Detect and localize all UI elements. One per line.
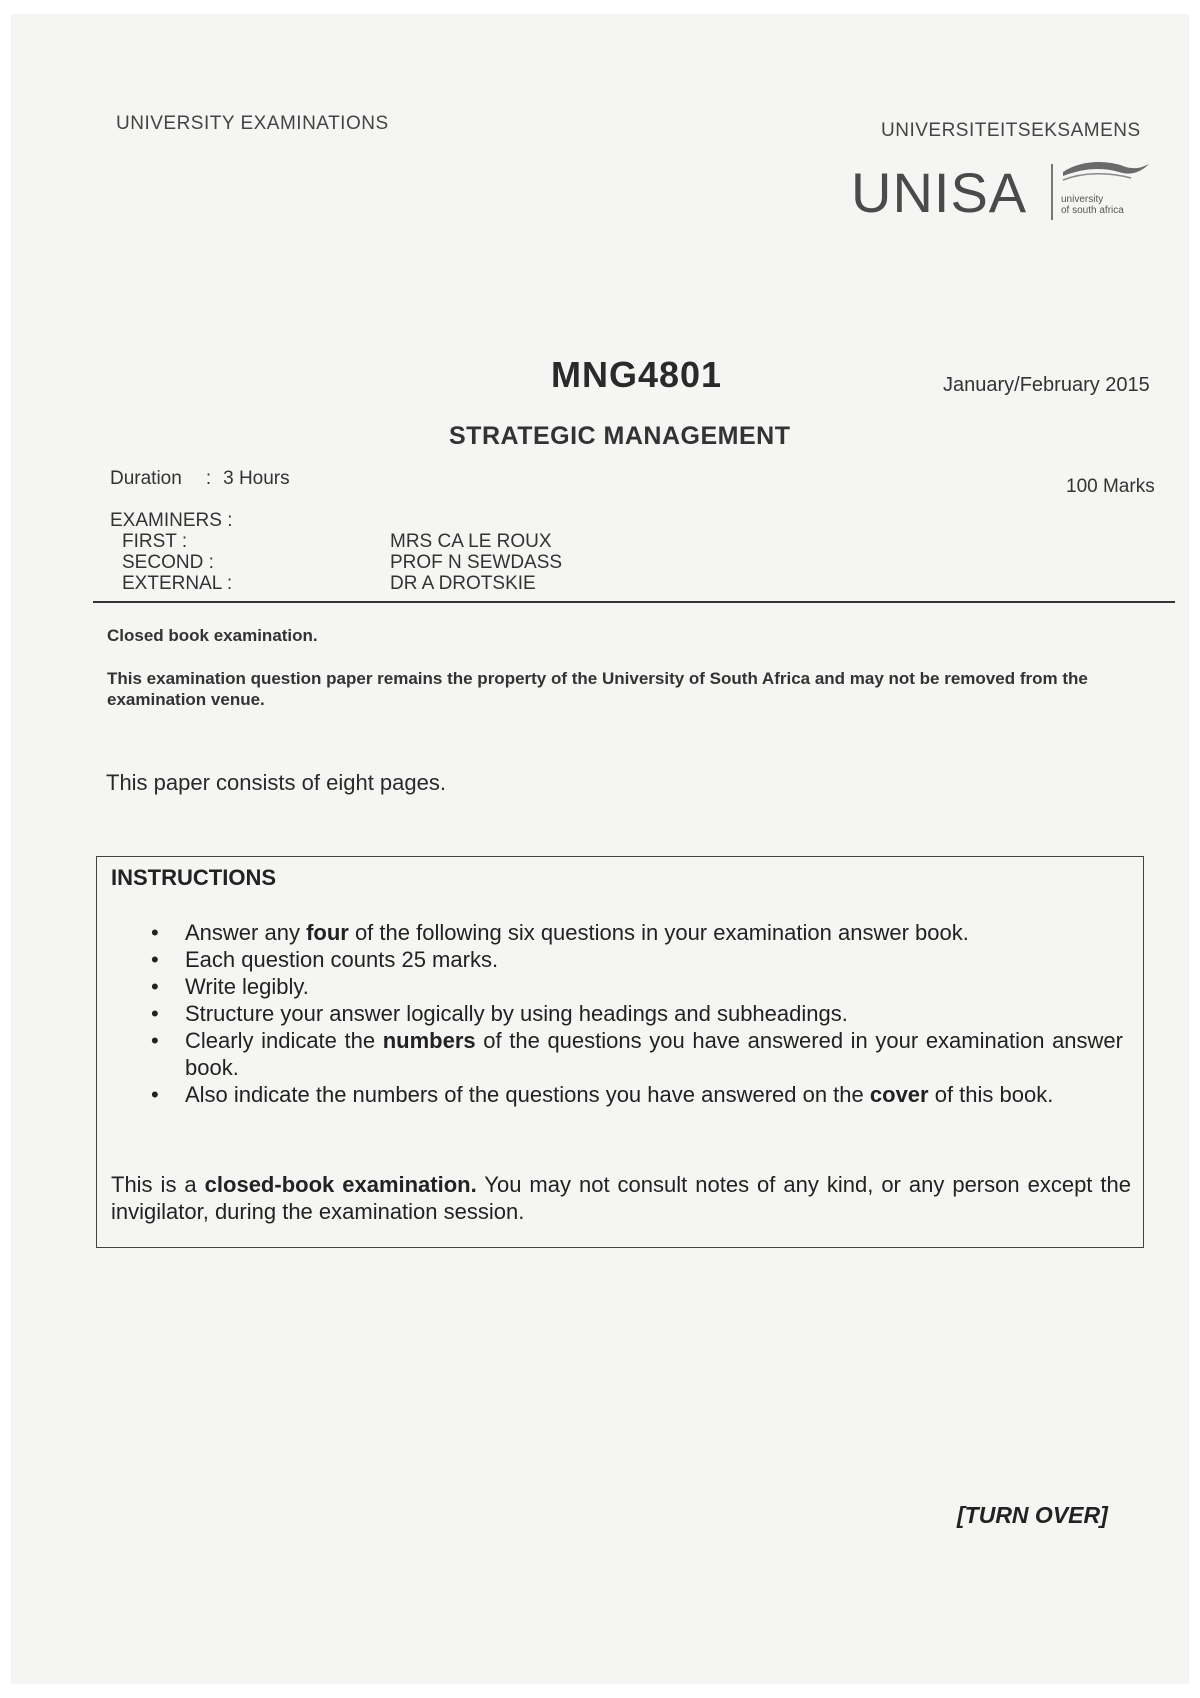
examiner-row: [110, 552, 563, 573]
river-logo-icon: [1061, 158, 1151, 190]
bullet-icon: •: [151, 947, 159, 972]
bullet-icon: •: [151, 974, 159, 999]
header-english: UNIVERSITY EXAMINATIONS: [116, 113, 389, 134]
duration-separator: :: [205, 468, 212, 489]
examiner-name: DR A DROTSKIE: [390, 573, 536, 594]
examiners-block: [110, 510, 563, 594]
logo-wordmark: UNISA: [851, 161, 1028, 224]
bullet-icon: •: [151, 920, 159, 945]
turn-over-note: [TURN OVER]: [957, 1502, 1108, 1528]
instruction-item: • Also indicate the numbers of the questions you have answered on the cover of this book.: [151, 1082, 1054, 1107]
instruction-item: • Answer any four of the following six questions in your examination answer book.: [151, 920, 969, 945]
logo-divider: [1051, 164, 1053, 220]
logo-tagline-line1: university: [1061, 194, 1104, 205]
instruction-item: • Write legibly.: [151, 974, 309, 999]
property-notice: This examination question paper remains the property of the University of South Africa and may not be removed from the examination venue.: [107, 669, 1088, 709]
examiner-row: [110, 531, 552, 552]
unisa-logo: [851, 154, 1151, 244]
examiner-row: [110, 573, 536, 594]
total-marks: 100 Marks: [1066, 476, 1155, 497]
bullet-icon: •: [151, 1082, 159, 1107]
instructions-box: [96, 856, 1144, 1248]
exam-paper-page: [11, 14, 1189, 1684]
examiners-heading: EXAMINERS :: [110, 510, 233, 531]
horizontal-rule: [93, 601, 1175, 603]
examiner-name: PROF N SEWDASS: [390, 552, 563, 573]
instructions-title: INSTRUCTIONS: [111, 865, 276, 890]
exam-period: January/February 2015: [943, 374, 1150, 396]
instruction-item: • Clearly indicate the numbers of the questions you have answered in your examination answer book.: [151, 1028, 1123, 1080]
bullet-icon: •: [151, 1001, 159, 1026]
examiner-name: MRS CA LE ROUX: [390, 531, 552, 552]
instructions-list: [145, 919, 1123, 1108]
duration-label: Duration: [110, 468, 182, 489]
instruction-item: • Structure your answer logically by using headings and subheadings.: [151, 1001, 848, 1026]
closed-book-note: Closed book examination.: [107, 626, 318, 645]
bullet-icon: •: [151, 1028, 159, 1053]
examiner-role: FIRST :: [122, 531, 188, 552]
page-count-note: This paper consists of eight pages.: [106, 770, 446, 795]
closed-book-statement: This is a closed-book examination. You may not consult notes of any kind, or any person except the invigilator, during the examination session.: [111, 1172, 1131, 1224]
logo-tagline-line2: of south africa: [1061, 205, 1124, 216]
module-title: STRATEGIC MANAGEMENT: [449, 422, 791, 450]
header-afrikaans: UNIVERSITEITSEKSAMENS: [881, 120, 1141, 141]
logo-tagline: [1061, 194, 1124, 216]
instruction-item: • Each question counts 25 marks.: [151, 947, 499, 972]
examiner-role: SECOND :: [122, 552, 214, 573]
duration-value: 3 Hours: [223, 468, 290, 489]
examiner-role: EXTERNAL :: [122, 573, 233, 594]
duration-line: [110, 468, 290, 490]
module-code: MNG4801: [551, 354, 723, 395]
